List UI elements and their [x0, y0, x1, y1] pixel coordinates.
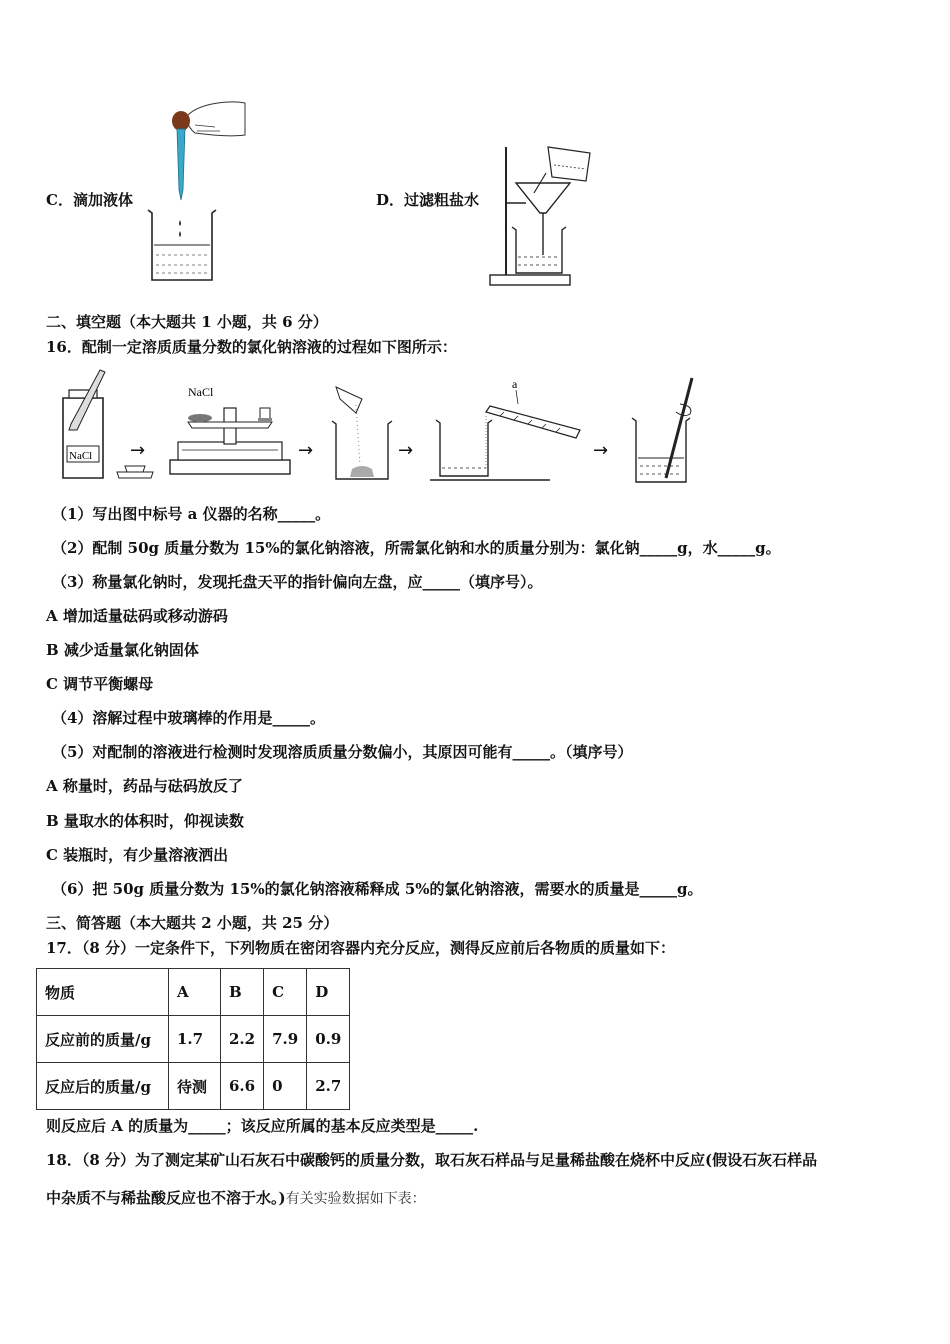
- table-cell: 2.7: [307, 1063, 350, 1110]
- table-row: [37, 1016, 350, 1063]
- balance-nacl-label: NaCl: [188, 385, 214, 399]
- table-cell: 0.9: [307, 1016, 350, 1063]
- table-cell: 6.6: [221, 1063, 264, 1110]
- q16-sub2: （2）配制 50g 质量分数为 15%的氯化钠溶液，所需氯化钠和水的质量分别为：氯化钠_____g，水_____g。: [52, 539, 781, 557]
- table-header-cell: C: [264, 969, 307, 1016]
- q16-sub1: （1）写出图中标号 a 仪器的名称_____。: [52, 505, 331, 523]
- table-cell: 待测: [169, 1063, 221, 1110]
- table-cell: 反应后的质量/g: [37, 1063, 169, 1110]
- table-header-cell: D: [307, 969, 350, 1016]
- balance-figure: [168, 382, 293, 482]
- section3-title: 三、简答题（本大题共 2 小题，共 25 分）: [46, 914, 339, 932]
- option-d-label: D．过滤粗盐水: [376, 191, 480, 209]
- cylinder-pour-figure: [430, 376, 590, 486]
- table-cell: 2.2: [221, 1016, 264, 1063]
- table-cell: 反应前的质量/g: [37, 1016, 169, 1063]
- filtration-figure: [486, 135, 601, 290]
- q16-sub3-option-a: A 增加适量砝码或移动游码: [46, 607, 228, 625]
- q16-sub5-option-c: C 装瓶时，有少量溶液洒出: [46, 846, 229, 864]
- q16-sub3-option-b: B 减少适量氯化钠固体: [46, 641, 199, 659]
- q17-stem: 17．（8 分）一定条件下，下列物质在密闭容器内充分反应，测得反应前后各物质的质量如下：: [46, 939, 676, 957]
- q16-sub5-option-a: A 称量时，药品与砝码放反了: [46, 777, 243, 795]
- q18-line2: 中杂质不与稀盐酸反应也不溶于水。): [46, 1189, 286, 1207]
- q16-sub5: （5）对配制的溶液进行检测时发现溶质质量分数偏小，其原因可能有_____。（填序号）: [52, 743, 633, 761]
- arrow-icon: →: [298, 440, 314, 461]
- arrow-icon: →: [130, 440, 146, 461]
- section2-title: 二、填空题（本大题共 1 小题，共 6 分）: [46, 313, 328, 331]
- option-c-label: C．滴加液体: [46, 191, 133, 209]
- bottle-label: NaCl: [69, 450, 93, 462]
- q16-sub3: （3）称量氯化钠时，发现托盘天平的指针偏向左盘，应_____（填序号）。: [52, 573, 543, 591]
- q16-sub5-option-b: B 量取水的体积时，仰视读数: [46, 812, 244, 830]
- mass-table: [36, 968, 350, 1110]
- q16-sub4: （4）溶解过程中玻璃棒的作用是_____。: [52, 709, 325, 727]
- table-cell: 7.9: [264, 1016, 307, 1063]
- q18-line2-tail: 有关实验数据如下表：: [285, 1191, 426, 1207]
- pour-beaker-figure: [326, 385, 396, 485]
- q17-question: 则反应后 A 的质量为_____；该反应所属的基本反应类型是_____.: [46, 1117, 479, 1135]
- stirring-beaker-figure: [628, 374, 708, 486]
- nacl-bottle-figure: [55, 368, 165, 488]
- q16-sub6: （6）把 50g 质量分数为 15%的氯化钠溶液稀释成 5%的氯化钠溶液，需要水的质量是_____g。: [52, 880, 703, 898]
- table-header-cell: 物质: [37, 969, 169, 1016]
- q18-line2-wrap: [46, 1187, 426, 1208]
- arrow-icon: →: [593, 440, 609, 461]
- table-cell: 0: [264, 1063, 307, 1110]
- table-row: [37, 1063, 350, 1110]
- table-header-cell: B: [221, 969, 264, 1016]
- table-header-cell: A: [169, 969, 221, 1016]
- q16-sub3-option-c: C 调节平衡螺母: [46, 675, 154, 693]
- table-row: [37, 969, 350, 1016]
- q18-line1: 18．（8 分）为了测定某矿山石灰石中碳酸钙的质量分数，取石灰石样品与足量稀盐酸在烧杯中反应(假设石灰石样品: [46, 1151, 818, 1169]
- q16-stem: 16．配制一定溶质质量分数的氯化钠溶液的过程如下图所示：: [46, 338, 457, 356]
- arrow-icon: →: [398, 440, 414, 461]
- instrument-a-label: a: [512, 377, 518, 391]
- table-cell: 1.7: [169, 1016, 221, 1063]
- dropper-beaker-figure: [140, 95, 250, 285]
